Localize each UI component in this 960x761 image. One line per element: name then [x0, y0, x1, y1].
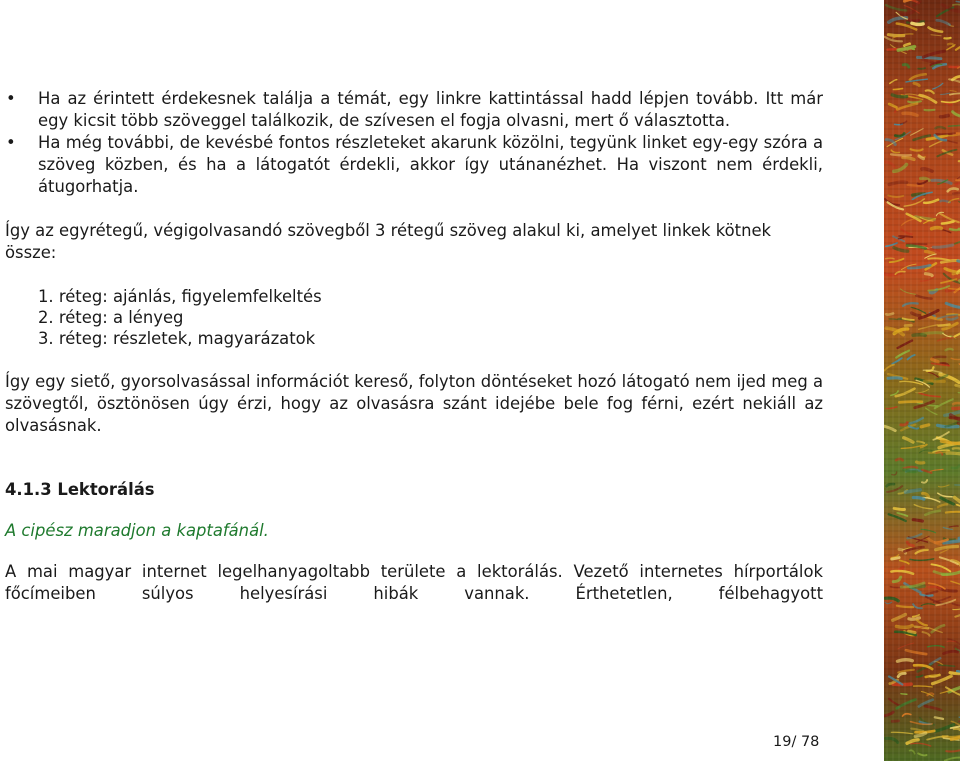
bullet-text: Ha még további, de kevésbé fontos részleteket akarunk közölni, tegyünk linket egy-egy szóra a szöveg közben, és ha a látogatót érdekli, akkor így utánanézhet. Ha viszont nem érdekli, átugorhatja.: [38, 133, 823, 196]
layer-item: 2. réteg: a lényeg: [38, 308, 184, 327]
page-number: 19/ 78: [773, 734, 820, 750]
layer-list: [5, 286, 823, 349]
bullet-item: [5, 132, 823, 198]
abstract-painting-image: [884, 0, 960, 761]
bullet-list: [5, 88, 823, 198]
intro-paragraph: Így az egyrétegű, végigolvasandó szövegből 3 rétegű szöveg alakul ki, amelyet linkek kötnek össze:: [5, 221, 772, 262]
section-motto: A cipész maradjon a kaptafánál.: [5, 521, 269, 540]
bullet-marker: •: [6, 89, 16, 108]
bullet-text: Ha az érintett érdekesnek találja a témát, egy linkre kattintással hadd lépjen tovább. Itt már egy kicsit több szöveggel találkozik, de szívesen el fogja olvasni, mert ő választotta.: [38, 89, 823, 130]
page-content: [5, 88, 823, 605]
section-heading: 4.1.3 Lektorálás: [5, 480, 155, 499]
decorative-art-strip: [884, 0, 960, 761]
bullet-item: [5, 88, 823, 132]
layer-item: 1. réteg: ajánlás, figyelemfelkeltés: [38, 287, 322, 306]
summary-paragraph: Így egy siető, gyorsolvasással információt kereső, folyton döntéseket hozó látogató nem ijed meg a szövegtől, ösztönösen úgy érzi, hogy az olvasásra szánt idejébe bele fog férni, ezért nekiáll az olvasásnak.: [5, 372, 823, 435]
bullet-marker: •: [6, 133, 16, 152]
section-body: A mai magyar internet legelhanyagoltabb területe a lektorálás. Vezető internetes hírportálok főcímeiben súlyos helyesírási hibák vannak. Érthetetlen, félbehagyott: [5, 562, 823, 603]
layer-item: 3. réteg: részletek, magyarázatok: [38, 329, 316, 348]
